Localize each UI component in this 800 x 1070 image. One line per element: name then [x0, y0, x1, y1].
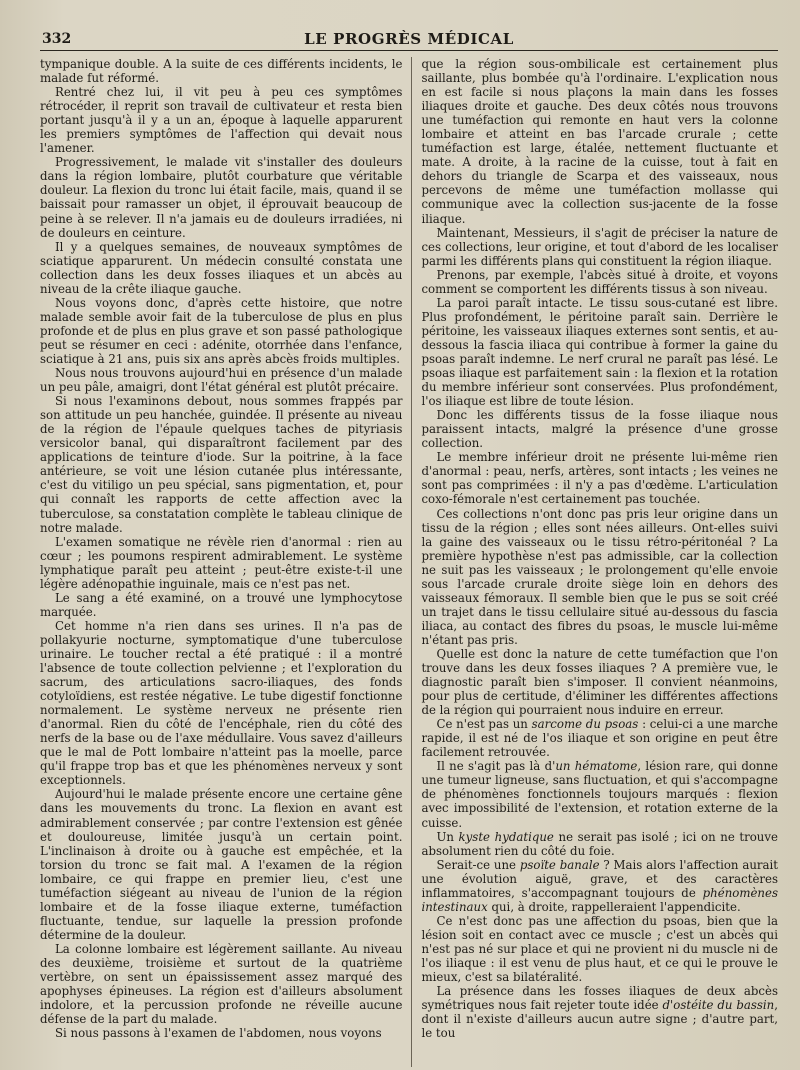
paragraph: La présence dans les fosses iliaques de deux abcès symétriques nous fait rejeter toute idée d'ostéite du bassin, dont il n'existe d'ailleurs aucun autre signe ; d'autre part, le tou — [421, 984, 778, 1041]
paragraph: La colonne lombaire est légèrement saillante. Au niveau des deuxième, troisième et surtout de la quatrième vertèbre, on sent un épaississement assez marqué des apophyses épineuses. La région est d'ailleurs absolument indolore, et la percussion profonde ne réveille aucune défense de la part du malade. — [40, 941, 403, 1027]
paragraph: Nous voyons donc, d'après cette histoire, que notre malade semble avoir fait de la tuberculose de plus en plus profonde et de plus en plus grave et son passé pathologique peut se résumer en ceci : adénite, otorrhée dans l'enfance, sciatique à 21 ans, puis six ans après abcès froids multiples. — [40, 295, 403, 366]
paragraph: L'examen somatique ne révèle rien d'anormal : rien au cœur ; les poumons respirent admirablement. Le système lymphatique paraît peu atteint ; peut-être existe-t-il une légère adénopathie inguinale, mais ce n'est pas net. — [40, 534, 403, 591]
paragraph: Ces collections n'ont donc pas pris leur origine dans un tissu de la région ; elles sont nées ailleurs. Ont-elles suivi la gaine des vaisseaux ou le tissu rétro-péritonéal ? La première hypothèse n'est pas admissible, car la collection ne suit pas les vaisseaux ; le prolongement qu'elle envoie sous l'arcade crurale droite siège loin en dehors des vaisseaux fémoraux. Il semble bien que le pus se soit créé un trajet dans le tissu cellulaire situé au-dessous du fascia iliaca, au contact des fibres du psoas, le muscle lui-même n'étant pas pris. — [421, 506, 778, 647]
paragraph: que la région sous-ombilicale est certainement plus saillante, plus bombée qu'à l'ordinaire. L'explication nous en est facile si nous plaçons la main dans les fosses iliaques droite et gauche. Des deux côtés nous trouvons une tuméfaction qui remonte en haut vers la colonne lombaire et atteint en bas l'arcade crurale ; cette tuméfaction est large, étalée, nettement fluctuante et mate. A droite, à la racine de la cuisse, tout à fait en dehors du triangle de Scarpa et des vaisseaux, nous percevons de même une tuméfaction mollasse qui communique avec la collection sus-jacente de la fosse iliaque. — [421, 57, 778, 226]
paragraph: Cet homme n'a rien dans ses urines. Il n'a pas de pollakyurie nocturne, symptomatique d'une tuberculose urinaire. Le toucher rectal a été pratiqué : il a montré l'absence de toute collection pelvienne ; et l'exploration du sacrum, des articulations sacro-iliaques, des fonds cotyloïdiens, est restée négative. Le tube digestif fonctionne normalement. Le système nerveux ne présente rien d'anormal. Rien du côté de l'encéphale, rien du côté des nerfs de la base ou de l'axe médullaire. Vous savez d'ailleurs que le mal de Pott lombaire n'atteint pas la moelle, parce qu'il frappe trop bas et que les phénomènes nerveux y sont exceptionnels. — [40, 618, 403, 788]
paragraph: Ce n'est pas un sarcome du psoas : celui-ci a une marche rapide, il est né de l'os iliaque et son origine en peut être facilement retrouvée. — [421, 717, 778, 760]
paragraph: Rentré chez lui, il vit peu à peu ces symptômes rétrocéder, il reprit son travail de cultivateur et resta bien portant jusqu'à il y a un an, époque à laquelle apparurent les premiers symptômes de l'affection qui devait nous l'amener. — [40, 85, 403, 156]
paragraph: Nous nous trouvons aujourd'hui en présence d'un malade un peu pâle, amaigri, dont l'état général est plutôt précaire. — [40, 366, 403, 395]
paragraph: Il y a quelques semaines, de nouveaux symptômes de sciatique apparurent. Un médecin consulté constata une collection dans les deux fosses iliaques et un abcès au niveau de la crête iliaque gauche. — [40, 239, 403, 296]
paragraph: Maintenant, Messieurs, il s'agit de préciser la nature de ces collections, leur origine, et tout d'abord de les localiser parmi les différents plans qui constituent la région iliaque. — [421, 225, 778, 268]
paragraph: Le sang a été examiné, on a trouvé une lymphocytose marquée. — [40, 590, 403, 619]
page-header — [40, 22, 778, 51]
text-columns — [40, 57, 778, 1067]
paragraph: Il ne s'agit pas là d'un hématome, lésion rare, qui donne une tumeur ligneuse, sans fluctuation, et qui s'accompagne de phénomènes fonctionnels toujours marqués : flexion avec impossibilité de l'extension, et rotation externe de la cuisse. — [421, 759, 778, 830]
paragraph: Ce n'est donc pas une affection du psoas, bien que la lésion soit en contact avec ce muscle ; c'est un abcès qui n'est pas né sur place et qui ne provient ni du muscle ni de l'os iliaque : il est venu de plus haut, et ce qui le prouve le mieux, c'est sa bilatéralité. — [421, 913, 778, 985]
paragraph: Si nous passons à l'examen de l'abdomen, nous voyons — [55, 1026, 382, 1041]
paragraph: tympanique double. A la suite de ces différents incidents, le malade fut réformé. — [40, 57, 403, 86]
paragraph: Le membre inférieur droit ne présente lui-même rien d'anormal : peau, nerfs, artères, sont intacts ; les veines ne sont pas comprimées : il n'y a pas d'œdème. L'articulation coxo-fémorale n'est certainement pas touchée. — [421, 450, 778, 507]
left-column — [40, 57, 412, 1067]
paragraph: Aujourd'hui le malade présente encore une certaine gêne dans les mouvements du tronc. La flexion en avant est admirablement conservée ; par contre l'extension est gênée et douloureuse, limitée jusqu'à un certain point. L'inclinaison à droite ou à gauche est empêchée, et la torsion du tronc se fait mal. A l'examen de la région lombaire, ce qui frappe en premier lieu, c'est une tuméfaction siégeant au niveau de l'union de la région lombaire et de la fosse iliaque externe, tuméfaction fluctuante, tendue, sur laquelle la pression profonde détermine de la douleur. — [40, 787, 403, 942]
paragraph: Serait-ce une psoïte banale ? Mais alors l'affection aurait une évolution aiguë, grave, et des caractères inflammatoires, s'accompagnant toujours de phénomènes intestinaux qui, à droite, rappelleraient l'appendicite. — [421, 857, 778, 914]
page-number: 332 — [42, 31, 72, 47]
paragraph: Donc les différents tissus de la fosse iliaque nous paraissent intacts, malgré la présence d'une grosse collection. — [421, 408, 778, 451]
paragraph: Un kyste hydatique ne serait pas isolé ; ici on ne trouve absolument rien du côté du foie. — [421, 829, 778, 858]
paragraph: La paroi paraît intacte. Le tissu sous-cutané est libre. Plus profondément, le péritoine paraît sain. Derrière le péritoine, les vaisseaux iliaques externes sont sentis, et au-dessous la fascia iliaca qui contribue à former la gaine du psoas paraît indemne. Le nerf crural ne paraît pas lésé. Le psoas iliaque est parfaitement sain : la flexion et la rotation du membre inférieur sont conservées. Plus profondément, l'os iliaque est libre de toute lésion. — [421, 295, 778, 409]
paragraph: Prenons, par exemple, l'abcès situé à droite, et voyons comment se comportent les différents tissus à son niveau. — [421, 267, 778, 296]
running-title: LE PROGRÈS MÉDICAL — [304, 30, 514, 48]
paragraph: Progressivement, le malade vit s'installer des douleurs dans la région lombaire, plutôt courbature que véritable douleur. La flexion du tronc lui était facile, mais, quand il se baissait pour ramasser un objet, il éprouvait beaucoup de peine à se relever. Il n'a jamais eu de douleurs irradiées, ni de douleurs en ceinture. — [40, 155, 403, 240]
paragraph: Si nous l'examinons debout, nous sommes frappés par son attitude un peu hanchée, guindée. Il présente au niveau de la région de l'épaule quelques taches de pityriasis versicolor banal, qui disparaîtront facilement par des applications de teinture d'iode. Sur la poitrine, à la face antérieure, se voit une lésion cutanée plus intéressante, c'est du vitiligo un peu spécial, sans pigmentation, et, pour qui connaît les rapports de cette affection avec la tuberculose, sa constatation complète le tableau clinique de notre malade. — [40, 394, 403, 535]
right-column — [412, 57, 778, 1067]
paragraph: Quelle est donc la nature de cette tuméfaction que l'on trouve dans les deux fosses iliaques ? A première vue, le diagnostic paraît bien s'imposer. Il convient néanmoins, pour plus de certitude, d'éliminer les différentes affections de la région qui pourraient nous induire en erreur. — [421, 646, 778, 718]
